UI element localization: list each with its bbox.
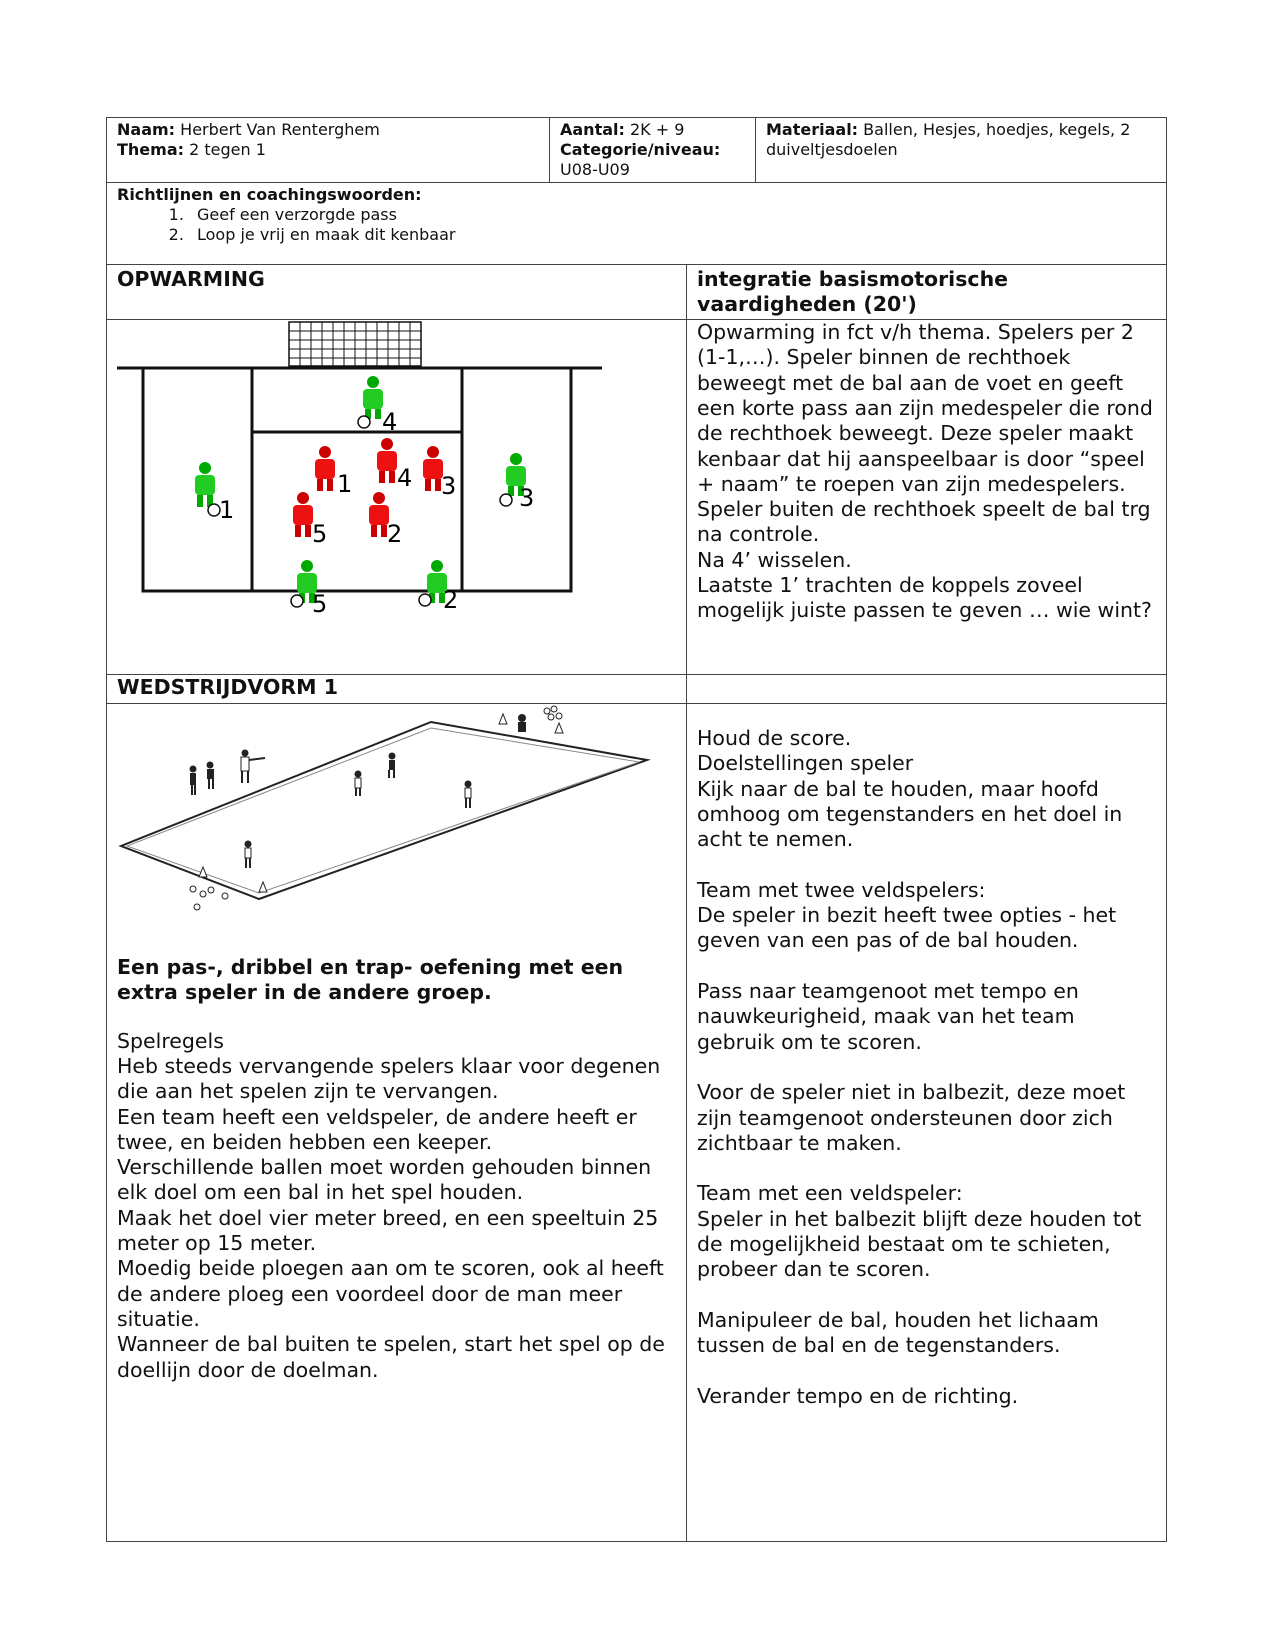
count-category-cell bbox=[550, 118, 756, 183]
red-number: 5 bbox=[312, 520, 328, 549]
name-theme-cell bbox=[107, 118, 550, 183]
match1-coaching: Houd de score. Doelstellingen speler Kijk naar de bal te houden, maar hoofd omhoog om tegenstanders en het doel in acht te nemen. Team met twee veldspelers: De speler in bezit heeft twee opties - het geven van een pas of de bal houden. Pass naar teamgenoot met tempo en nauwkeurigheid, maak van het team gebruik om te scoren. Voor de speler niet in balbezit, deze moet zijn teamgenoot ondersteunen door zich zichtbaar te maken. Team met een veldspeler: Speler in het balbezit blijft deze houden tot de mogelijkheid bestaat om te schieten, probeer dan te scoren. Manipuleer de bal, houden het lichaam tussen de bal en de tegenstanders. Verander tempo en de richting. bbox=[687, 704, 1167, 1542]
header-table bbox=[106, 117, 1167, 265]
theme-value: 2 tegen 1 bbox=[189, 140, 266, 159]
count-value: 2K + 9 bbox=[630, 120, 685, 139]
guideline-item: 2. Loop je vrij en maak dit kenbaar bbox=[189, 225, 1156, 245]
match1-empty-cell bbox=[687, 675, 1167, 704]
red-player-5 bbox=[293, 492, 327, 548]
warmup-title: OPWARMING bbox=[107, 264, 687, 320]
cone-icon bbox=[555, 723, 563, 733]
material-cell bbox=[756, 118, 1167, 183]
green-player-4 bbox=[358, 376, 397, 436]
green-number: 1 bbox=[219, 496, 235, 525]
material-label: Materiaal: bbox=[766, 120, 859, 139]
name-label: Naam: bbox=[117, 120, 176, 139]
warmup-description: Opwarming in fct v/h thema. Spelers per 2 (1-1,…). Speler binnen de rechthoek beweegt met de bal aan de voet en geeft een korte pass aan zijn medespeler die rond de rechthoek beweegt. Deze speler maakt kenbaar dat hij aanspeelbaar is door “speel + naam” te roepen van zijn medespelers. Speler buiten de rechthoek speelt de bal trg na controle. Na 4’ wisselen. Laatste 1’ trachten de koppels zoveel mogelijk juiste passen te geven … wie wint? bbox=[687, 320, 1167, 675]
cone-icon bbox=[499, 714, 507, 724]
match1-rules: Spelregels Heb steeds vervangende spelers klaar voor degenen die aan het spelen zijn te vervangen. Een team heeft een veldspeler, de andere heeft er twee, en beiden hebben een keeper. Verschillende ballen moet worden gehouden binnen elk doel om een bal in het spel houden. Maak het doel vier meter breed, en een speeltuin 25 meter op 15 meter. Moedig beide ploegen aan om te scoren, ook al heeft de andere ploeg een voordeel door de man meer situatie. Wanneer de bal buiten te spelen, start het spel op de doellijn door de doelman. bbox=[117, 1028, 665, 1382]
green-player-2 bbox=[419, 560, 458, 614]
warmup-diagram bbox=[107, 320, 667, 640]
category-value: U08-U09 bbox=[560, 160, 630, 179]
warmup-right-title: integratie basismotorische vaardigheden (20') bbox=[687, 264, 1167, 320]
red-number: 2 bbox=[387, 520, 403, 549]
guidelines-cell bbox=[107, 183, 1167, 265]
category-label: Categorie/niveau: bbox=[560, 140, 721, 159]
green-player-3 bbox=[500, 453, 534, 512]
red-player-4 bbox=[377, 438, 412, 492]
green-number: 4 bbox=[382, 408, 398, 437]
red-player-1 bbox=[315, 446, 352, 498]
guidelines-list bbox=[117, 205, 1156, 245]
red-number: 3 bbox=[441, 472, 457, 501]
ball-icon bbox=[500, 494, 512, 506]
green-number: 5 bbox=[312, 590, 328, 619]
guidelines-title: Richtlijnen en coachingswoorden: bbox=[117, 185, 422, 204]
green-number: 3 bbox=[519, 484, 535, 513]
green-player-1 bbox=[195, 462, 234, 524]
ball-icon bbox=[419, 594, 431, 606]
green-player-5 bbox=[291, 560, 327, 618]
red-number: 4 bbox=[397, 464, 413, 493]
ball-icon bbox=[358, 416, 370, 428]
name-value: Herbert Van Renterghem bbox=[180, 120, 380, 139]
match1-field-diagram bbox=[107, 704, 667, 939]
cone-icon bbox=[259, 882, 267, 892]
match1-title: WEDSTRIJDVORM 1 bbox=[107, 675, 687, 704]
players-icon bbox=[190, 714, 527, 868]
guideline-item: 1. Geef een verzorgde pass bbox=[189, 205, 1156, 225]
ball-icon bbox=[291, 595, 303, 607]
count-label: Aantal: bbox=[560, 120, 625, 139]
green-number: 2 bbox=[443, 586, 459, 615]
theme-label: Thema: bbox=[117, 140, 185, 159]
session-sheet bbox=[106, 117, 1166, 1542]
match1-subtitle: Een pas-, dribbel en trap- oefening met een extra speler in de andere groep. bbox=[117, 955, 624, 1005]
warmup-diagram-cell bbox=[107, 320, 687, 675]
red-player-2 bbox=[369, 492, 402, 548]
material-value: Ballen, Hesjes, hoedjes, kegels, 2 duiveltjesdoelen bbox=[766, 120, 1131, 159]
match1-left-cell bbox=[107, 704, 687, 1542]
exercise-table bbox=[106, 264, 1167, 1543]
red-number: 1 bbox=[337, 470, 353, 499]
red-player-3 bbox=[423, 446, 456, 500]
